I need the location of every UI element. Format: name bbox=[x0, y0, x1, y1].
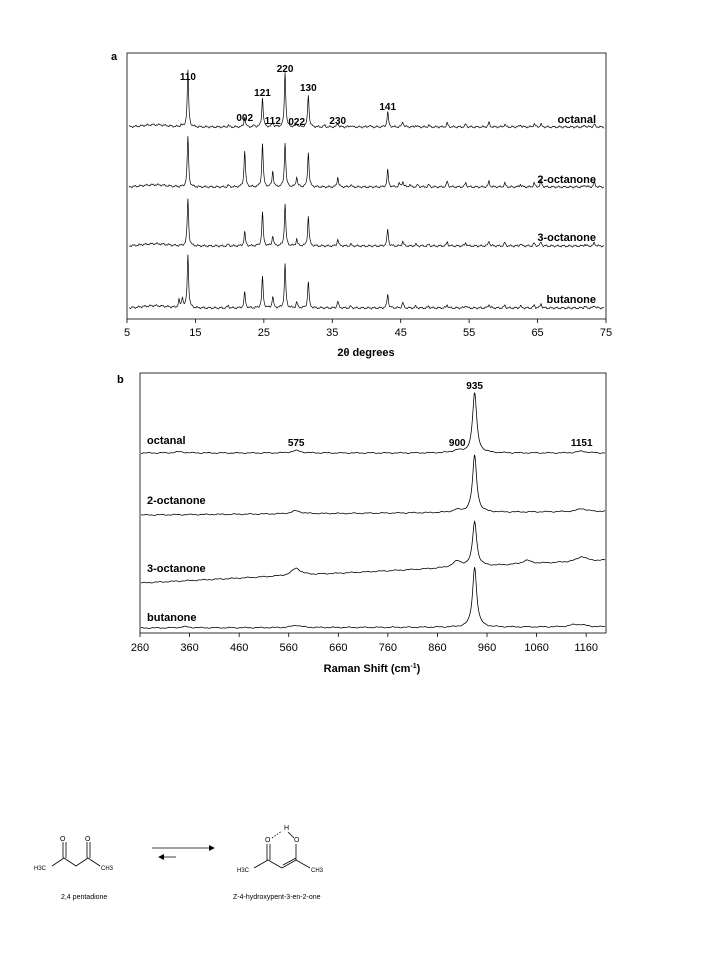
raman-trace-octanal bbox=[141, 393, 605, 454]
raman-series-labels bbox=[147, 435, 206, 624]
pentadione-oxygen-1: O bbox=[60, 836, 66, 843]
xrd-peak-label: 230 bbox=[329, 116, 347, 127]
tautomer-scheme bbox=[52, 831, 310, 868]
raman-trace-2-octanone bbox=[141, 455, 605, 516]
raman-x-tick-label: 1160 bbox=[574, 642, 598, 654]
xrd-traces bbox=[129, 70, 604, 309]
xrd-x-tick-label: 15 bbox=[189, 327, 202, 339]
xrd-series-label: octanal bbox=[557, 114, 596, 126]
enol-name: Z-4-hydroxypent-3-en-2-one bbox=[233, 894, 321, 901]
xrd-x-axis bbox=[124, 319, 612, 339]
raman-x-tick-label: 560 bbox=[279, 642, 298, 654]
enol-oxygen-1: O bbox=[265, 837, 271, 844]
raman-x-tick-label: 660 bbox=[329, 642, 348, 654]
raman-series-label: 3-octanone bbox=[147, 563, 206, 575]
xrd-x-tick-label: 25 bbox=[257, 327, 270, 339]
xrd-peak-label: 022 bbox=[288, 117, 306, 128]
raman-chart bbox=[117, 373, 606, 675]
raman-peak-label: 935 bbox=[466, 381, 483, 392]
raman-x-axis bbox=[131, 633, 598, 654]
xrd-peak-label: 121 bbox=[254, 88, 271, 99]
panel-label-b: b bbox=[117, 374, 124, 386]
xrd-peak-label: 002 bbox=[236, 113, 254, 124]
xrd-x-tick-label: 45 bbox=[394, 327, 407, 339]
raman-peak-labels bbox=[288, 381, 593, 449]
raman-series-label: octanal bbox=[147, 435, 186, 447]
raman-x-tick-label: 860 bbox=[428, 642, 447, 654]
enol-structure bbox=[254, 831, 310, 868]
raman-plot-frame bbox=[140, 373, 606, 633]
xrd-peak-label: 130 bbox=[299, 83, 317, 94]
raman-peak-label: 575 bbox=[287, 438, 305, 449]
xrd-x-tick-label: 35 bbox=[326, 327, 339, 339]
pentadione-methyl-right: CH3 bbox=[101, 866, 114, 872]
raman-x-tick-label: 760 bbox=[378, 642, 398, 654]
enol-methyl-left: H3C bbox=[237, 868, 250, 874]
raman-x-axis-label: Raman Shift $(cm^{-1})$ bbox=[323, 663, 421, 675]
xrd-peak-label: 110 bbox=[179, 72, 196, 83]
pentadione-methyl-left: H3C bbox=[34, 866, 47, 872]
raman-series-label: 2-octanone bbox=[147, 495, 206, 507]
xrd-x-tick-label: 5 bbox=[123, 327, 131, 339]
enol-oxygen-2: O bbox=[294, 837, 300, 844]
raman-traces bbox=[141, 393, 605, 629]
xrd-trace-2-octanone bbox=[129, 136, 604, 188]
raman-x-tick-label: 460 bbox=[229, 642, 249, 654]
xrd-series-label: 3-octanone bbox=[537, 232, 596, 244]
scheme-text bbox=[34, 825, 324, 901]
xrd-series-labels bbox=[537, 114, 596, 306]
raman-x-tick-label: 1060 bbox=[524, 642, 549, 654]
raman-trace-3-octanone bbox=[141, 521, 605, 583]
xrd-series-label: butanone bbox=[546, 294, 596, 306]
xrd-trace-3-octanone bbox=[129, 198, 604, 247]
xrd-x-axis-label: 2θ degrees bbox=[337, 347, 395, 359]
raman-trace-butanone bbox=[141, 567, 605, 628]
raman-x-tick-label: 960 bbox=[477, 642, 497, 654]
xrd-trace-octanal bbox=[129, 70, 604, 128]
xrd-peak-labels bbox=[180, 64, 397, 128]
equilibrium-arrows bbox=[152, 846, 214, 860]
pentadione-oxygen-2: O bbox=[85, 836, 91, 843]
xrd-trace-butanone bbox=[129, 255, 604, 310]
xrd-chart bbox=[111, 51, 612, 359]
raman-x-tick-label: 260 bbox=[130, 642, 150, 654]
xrd-x-tick-label: 55 bbox=[463, 327, 476, 339]
raman-peak-label: 900 bbox=[448, 438, 466, 449]
raman-peak-label: 1151 bbox=[570, 438, 593, 449]
xrd-peak-label: 220 bbox=[276, 64, 294, 75]
xrd-x-tick-label: 75 bbox=[599, 327, 613, 339]
raman-series-label: butanone bbox=[147, 612, 197, 624]
xrd-peak-label: 141 bbox=[379, 102, 397, 113]
raman-x-tick-label: 360 bbox=[180, 642, 199, 654]
pentadione-structure bbox=[52, 842, 100, 866]
xrd-series-label: 2-octanone bbox=[537, 174, 596, 186]
enol-methyl-right: CH3 bbox=[311, 868, 324, 874]
xrd-x-tick-label: 65 bbox=[531, 327, 544, 339]
xrd-peak-label: 112 bbox=[264, 116, 281, 127]
enol-hydrogen: H bbox=[284, 825, 290, 832]
pentadione-name: 2,4 pentadione bbox=[61, 894, 108, 901]
panel-label-a: a bbox=[111, 51, 118, 63]
